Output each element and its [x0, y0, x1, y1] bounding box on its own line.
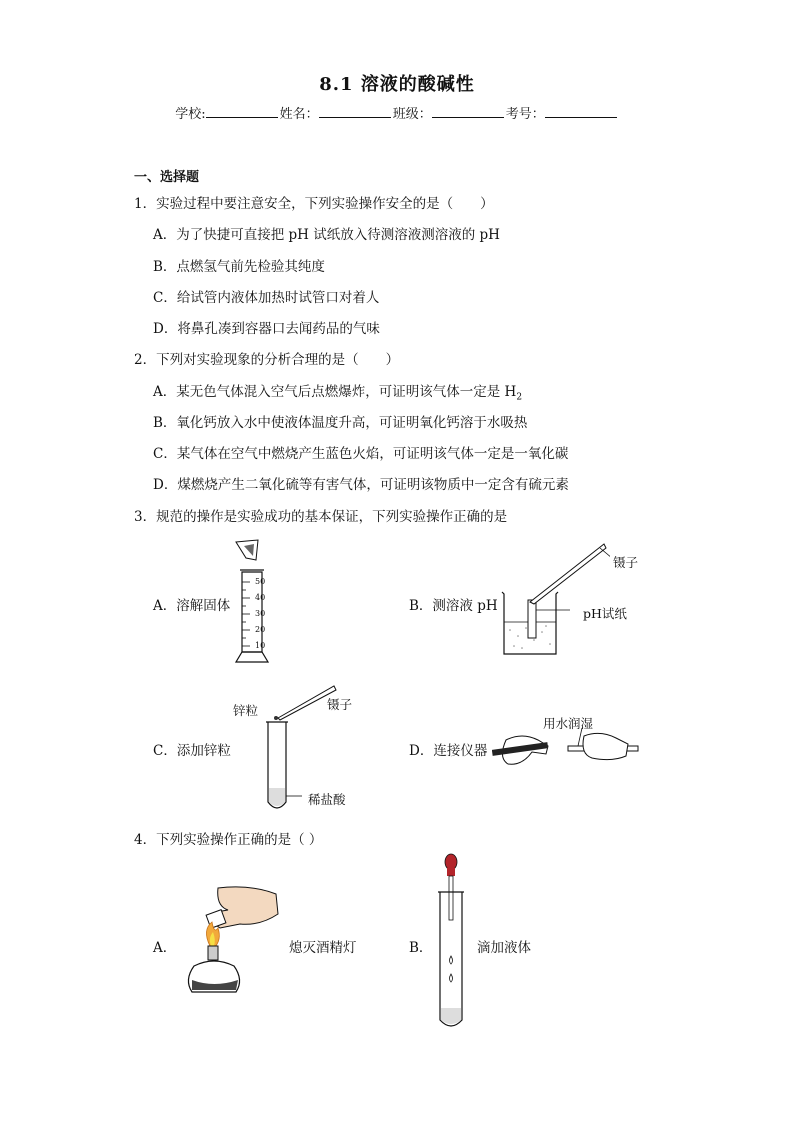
lamp-caption: 熄灭酒精灯 — [289, 940, 357, 956]
question-3-option-a: A．溶解固体 — [153, 598, 231, 614]
question-1-option-a: A．为了快捷可直接把 pH 试纸放入待测溶液测溶液的 pH — [153, 227, 500, 243]
cylinder-scale-30: 30 — [255, 609, 266, 618]
name-label: 姓名： — [279, 107, 319, 122]
section-heading: 一、选择题 — [134, 170, 200, 185]
hands-tube-icon — [492, 726, 640, 776]
number-blank — [545, 105, 617, 118]
alcohol-lamp-figure — [180, 884, 284, 1000]
page-title: 8.1 溶液的酸碱性 — [319, 74, 475, 95]
beaker-ph-figure — [500, 540, 610, 660]
graduated-cylinder-figure — [232, 538, 276, 664]
student-info-line — [0, 103, 794, 122]
alcohol-lamp-icon — [180, 884, 284, 1000]
cylinder-scale-40: 40 — [255, 593, 266, 602]
question-2-subscript: 2 — [516, 392, 523, 403]
ph-paper-label: pH试纸 — [583, 606, 627, 621]
zinc-label: 锌粒 — [233, 703, 259, 718]
question-2-option-a-wrap — [153, 380, 522, 403]
number-label: 考号： — [505, 107, 545, 122]
question-2-option-a: A．某无色气体混入空气后点燃爆炸，可证明该气体一定是 H — [153, 384, 517, 400]
question-2-option-c: C．某气体在空气中燃烧产生蓝色火焰，可证明该气体一定是一氧化碳 — [153, 446, 569, 462]
connect-apparatus-figure — [492, 726, 640, 776]
question-1-stem: 1．实验过程中要注意安全，下列实验操作安全的是（ ） — [134, 196, 494, 212]
question-4-stem: 4．下列实验操作正确的是（ ） — [134, 832, 323, 848]
tweezers-label: 镊子 — [613, 555, 639, 570]
wet-label: 用水润湿 — [543, 716, 594, 731]
question-3-stem: 3．规范的操作是实验成功的基本保证，下列实验操作正确的是 — [134, 509, 508, 525]
question-2-option-d: D．煤燃烧产生二氧化硫等有害气体，可证明该物质中一定含有硫元素 — [153, 477, 569, 493]
question-3-option-d: D．连接仪器 — [409, 743, 488, 759]
dropper-figure — [436, 852, 466, 1032]
question-1-option-c: C．给试管内液体加热时试管口对着人 — [153, 290, 380, 306]
graduated-cylinder-icon — [232, 538, 276, 664]
dropper-icon — [436, 852, 466, 1032]
cylinder-scale-20: 20 — [255, 625, 266, 634]
drop-caption: 滴加液体 — [477, 940, 531, 956]
question-2-option-b: B．氧化钙放入水中使液体温度升高，可证明氧化钙溶于水吸热 — [153, 415, 528, 431]
class-blank — [432, 105, 504, 118]
question-3-option-c: C．添加锌粒 — [153, 743, 231, 759]
question-2-stem: 2．下列对实验现象的分析合理的是（ ） — [134, 352, 400, 368]
question-4-option-b: B． — [409, 940, 433, 956]
cylinder-scale-50: 50 — [255, 577, 266, 586]
question-4-option-a: A． — [153, 940, 177, 956]
tweezers-label-2: 镊子 — [327, 697, 353, 712]
question-1-option-d: D．将鼻孔凑到容器口去闻药品的气味 — [153, 321, 380, 337]
beaker-icon — [500, 540, 610, 660]
question-3-option-b: B．测溶液 pH — [409, 598, 498, 614]
acid-label: 稀盐酸 — [308, 792, 346, 807]
class-label: 班级： — [392, 107, 432, 122]
name-blank — [319, 105, 391, 118]
question-1-option-b: B．点燃氢气前先检验其纯度 — [153, 259, 325, 275]
cylinder-scale-10: 10 — [255, 641, 266, 650]
school-blank — [206, 105, 278, 118]
school-label: 学校: — [175, 107, 206, 122]
